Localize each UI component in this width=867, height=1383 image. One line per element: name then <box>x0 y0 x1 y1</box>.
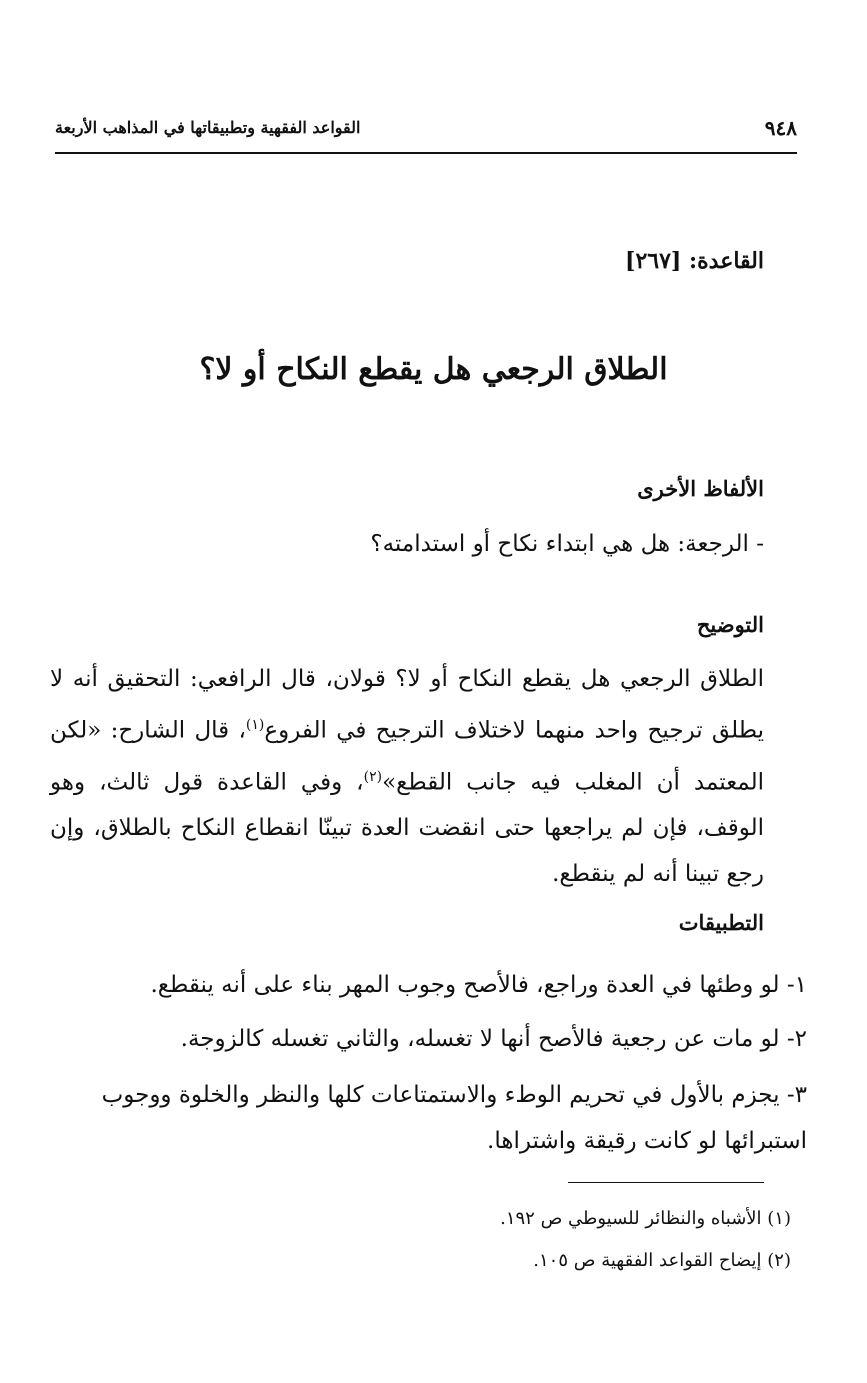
explanation-text-1: الطلاق الرجعي هل يقطع النكاح أو لا؟ قولان، قال الرافعي: التحقيق أنه لا يطلق ترجيح واحد منهما لاختلاف الترجيح في الفروع <box>50 666 764 744</box>
running-title: القواعد الفقهية وتطبيقاتها في المذاهب الأربعة <box>55 118 361 137</box>
rule-title: الطلاق الرجعي هل يقطع النكاح أو لا؟ <box>199 352 668 387</box>
footnote-1: (١) الأشباه والنظائر للسيوطي ص ١٩٢. <box>500 1208 791 1229</box>
applications-heading: التطبيقات <box>678 910 764 935</box>
page-number: ٩٤٨ <box>764 116 797 140</box>
other-terms-heading: الألفاظ الأخرى <box>637 476 764 501</box>
explanation-text-2: ، قال الشارح: «لكن المعتمد أن المغلب فيه جانب القطع» <box>50 717 764 796</box>
footnote-ref-1[interactable]: (١) <box>245 717 265 733</box>
page-header <box>55 112 797 154</box>
footnote-ref-2[interactable]: (٢) <box>363 768 383 785</box>
other-terms-item: - الرجعة: هل هي ابتداء نكاح أو استدامته؟ <box>370 531 764 557</box>
explanation-text-3: ، وفي القاعدة قول ثالث، وهو الوقف، فإن لم يراجعها حتى انقضت العدة تبينّا انقطاع النكاح بالطلاق، وإن رجع تبينا أنه لم ينقطع. <box>50 769 764 888</box>
application-item-2: ٢- لو مات عن رجعية فالأصح أنها لا تغسله، والثاني تغسله كالزوجة. <box>180 1026 807 1052</box>
rule-number <box>625 248 764 274</box>
footnote-2: (٢) إيضاح القواعد الفقهية ص ١٠٥. <box>533 1250 791 1271</box>
rule-number-value: [٢٦٧] <box>625 248 682 274</box>
explanation-heading: التوضيح <box>696 612 764 637</box>
application-item-1: ١- لو وطئها في العدة وراجع، فالأصح وجوب المهر بناء على أنه ينقطع. <box>150 972 807 998</box>
application-item-3: ٣- يجزم بالأول في تحريم الوطء والاستمتاعات كلها والنظر والخلوة ووجوب استبرائها لو كانت رقيقة واشتراها. <box>101 1082 807 1154</box>
rule-label: القاعدة: <box>689 248 764 274</box>
footnote-divider <box>568 1182 764 1183</box>
explanation-paragraph <box>50 656 764 897</box>
